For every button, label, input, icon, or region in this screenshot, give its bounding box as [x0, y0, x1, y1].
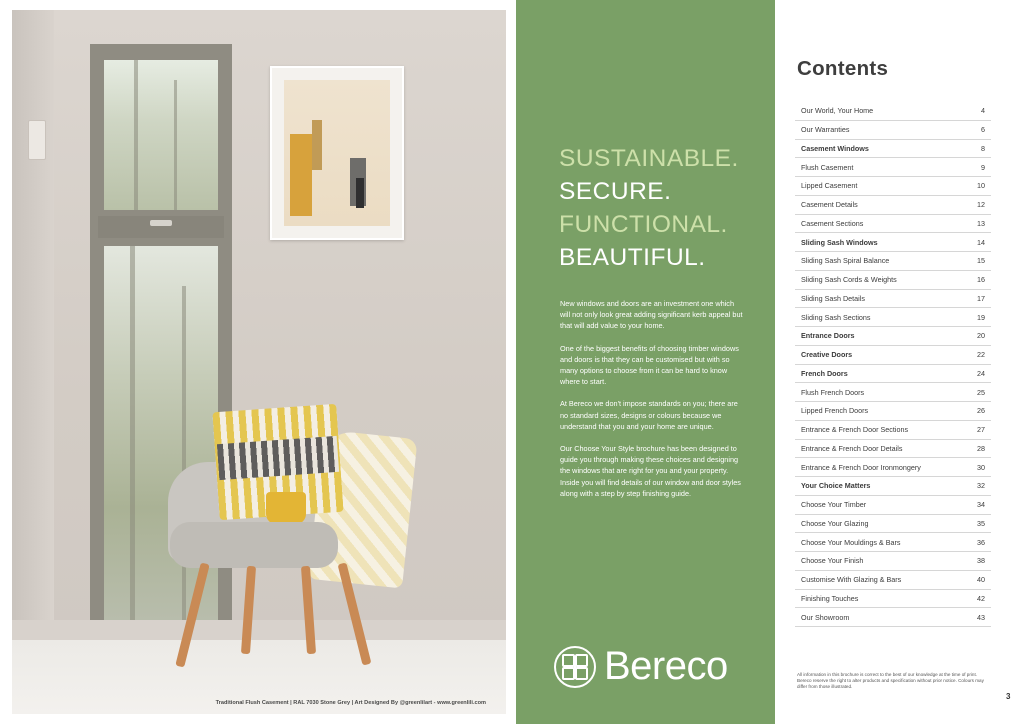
contents-item-page: 6: [981, 125, 985, 135]
contents-item[interactable]: [795, 608, 991, 627]
contents-item-label: Our World, Your Home: [801, 106, 874, 116]
contents-item-label: Customise With Glazing & Bars: [801, 575, 902, 585]
contents-item-page: 40: [977, 575, 985, 585]
contents-item[interactable]: [795, 496, 991, 515]
contents-item-label: Entrance & French Door Sections: [801, 425, 909, 435]
contents-item-label: Casement Windows: [801, 143, 869, 153]
contents-item[interactable]: [795, 158, 991, 177]
contents-item-label: Finishing Touches: [801, 593, 859, 603]
contents-item-label: Lipped French Doors: [801, 406, 869, 416]
yellow-mug: [266, 492, 306, 524]
contents-item-label: French Doors: [801, 368, 848, 378]
contents-item[interactable]: [795, 308, 991, 327]
contents-item[interactable]: [795, 252, 991, 271]
headline-line-beautiful: BEAUTIFUL.: [559, 244, 706, 271]
intro-paragraph: One of the biggest benefits of choosing timber windows and doors is that they can be customised but with so many options to choose from it can be hard to know where to start.: [560, 343, 739, 387]
contents-item[interactable]: [795, 215, 991, 234]
page-number: 3: [1006, 692, 1011, 701]
room-photo: [12, 10, 506, 714]
contents-item-page: 22: [977, 350, 985, 360]
contents-item-label: Flush French Doors: [801, 387, 865, 397]
contents-item-label: Choose Your Mouldings & Bars: [801, 537, 901, 547]
contents-item-label: Sliding Sash Cords & Weights: [801, 275, 897, 285]
contents-item[interactable]: [795, 196, 991, 215]
contents-item-label: Choose Your Glazing: [801, 518, 869, 528]
contents-item-label: Flush Casement: [801, 162, 854, 172]
contents-item-page: 25: [977, 387, 985, 397]
contents-item-page: 38: [977, 556, 985, 566]
contents-item[interactable]: [795, 552, 991, 571]
contents-item-page: 20: [977, 331, 985, 341]
contents-item[interactable]: [795, 327, 991, 346]
contents-item-label: Our Showroom: [801, 612, 850, 622]
contents-item-page: 17: [977, 293, 985, 303]
bereco-logo: [554, 644, 728, 689]
contents-item[interactable]: [795, 571, 991, 590]
contents-item[interactable]: [795, 271, 991, 290]
contents-item-label: Sliding Sash Spiral Balance: [801, 256, 890, 266]
intro-paragraph: At Bereco we don't impose standards on you; there are no standard sizes, designs or colours because we understand that you and your home are unique.: [560, 399, 738, 431]
contents-item-page: 32: [977, 481, 985, 491]
contents-item-label: Entrance Doors: [801, 331, 855, 341]
contents-item[interactable]: [795, 346, 991, 365]
contents-item[interactable]: [795, 458, 991, 477]
contents-item[interactable]: [795, 102, 991, 121]
contents-item[interactable]: [795, 477, 991, 496]
intro-panel: [516, 0, 775, 724]
wall-edge: [12, 10, 54, 714]
contents-item-label: Casement Sections: [801, 218, 864, 228]
contents-item[interactable]: [795, 440, 991, 459]
contents-item-label: Sliding Sash Sections: [801, 312, 871, 322]
intro-paragraph: Our Choose Your Style brochure has been designed to guide you through making these choices and designing the windows that are right for you and your property. Inside you will find details of our window and door styles along with a step by step finishing guide.: [560, 444, 741, 498]
contents-item-page: 12: [977, 200, 985, 210]
contents-item-page: 16: [977, 275, 985, 285]
contents-item-label: Choose Your Finish: [801, 556, 864, 566]
contents-item-label: Lipped Casement: [801, 181, 858, 191]
contents-item-page: 28: [977, 443, 985, 453]
headline-line-sustainable: SUSTAINABLE.: [559, 145, 739, 172]
armchair-seat: [170, 522, 338, 568]
intro-paragraph: New windows and doors are an investment one which will not only look great adding significant kerb appeal but that will add value to your home.: [560, 299, 743, 331]
headline: [559, 142, 739, 274]
contents-item-page: 43: [977, 612, 985, 622]
contents-item-label: Entrance & French Door Details: [801, 443, 903, 453]
contents-item-page: 42: [977, 593, 985, 603]
contents-item-page: 35: [977, 518, 985, 528]
contents-item-page: 10: [977, 181, 985, 191]
abstract-artwork: [284, 80, 390, 226]
bereco-wordmark: Bereco: [604, 644, 728, 688]
contents-title: Contents: [797, 57, 889, 80]
contents-item[interactable]: [795, 121, 991, 140]
contents-item[interactable]: [795, 365, 991, 384]
light-switch: [28, 120, 46, 160]
contents-item[interactable]: [795, 383, 991, 402]
disclaimer: All information in this brochure is correct to the best of our knowledge at the time of print. Bereco reserve the right to alter products and specification without prior notice. Colours may differ from those illustrated.: [797, 672, 984, 689]
contents-item-label: Sliding Sash Details: [801, 293, 865, 303]
contents-item[interactable]: [795, 233, 991, 252]
bereco-leaf-logo-icon: [554, 646, 596, 688]
contents-item[interactable]: [795, 290, 991, 309]
contents-item-label: Creative Doors: [801, 350, 853, 360]
headline-line-functional: FUNCTIONAL.: [559, 211, 728, 238]
intro-text: [560, 298, 746, 510]
contents-list: [795, 102, 991, 627]
contents-item-label: Entrance & French Door Ironmongery: [801, 462, 921, 472]
contents-item[interactable]: [795, 140, 991, 159]
contents-item-label: Casement Details: [801, 200, 858, 210]
contents-item-page: 30: [977, 462, 985, 472]
contents-item[interactable]: [795, 590, 991, 609]
contents-item[interactable]: [795, 421, 991, 440]
contents-item-label: Our Warranties: [801, 125, 850, 135]
contents-item[interactable]: [795, 515, 991, 534]
contents-item-label: Your Choice Matters: [801, 481, 871, 491]
contents-item-page: 8: [981, 143, 985, 153]
contents-item-page: 36: [977, 537, 985, 547]
contents-item[interactable]: [795, 177, 991, 196]
contents-item-label: Sliding Sash Windows: [801, 237, 878, 247]
contents-item-page: 34: [977, 500, 985, 510]
contents-item-page: 27: [977, 425, 985, 435]
contents-item-page: 9: [981, 162, 985, 172]
contents-item[interactable]: [795, 533, 991, 552]
skirting-board: [12, 620, 506, 640]
contents-item-page: 19: [977, 312, 985, 322]
window-pane-top: [104, 60, 218, 210]
contents-item-label: Choose Your Timber: [801, 500, 867, 510]
contents-item[interactable]: [795, 402, 991, 421]
headline-line-secure: SECURE.: [559, 178, 672, 205]
window-handle: [150, 220, 172, 226]
contents-item-page: 15: [977, 256, 985, 266]
contents-item-page: 26: [977, 406, 985, 416]
photo-caption: Traditional Flush Casement | RAL 7030 Stone Grey | Art Designed By @greenlilart - www.greenlili.com: [215, 700, 486, 706]
contents-item-page: 24: [977, 368, 985, 378]
contents-item-page: 14: [977, 237, 985, 247]
contents-item-page: 4: [981, 106, 985, 116]
contents-item-page: 13: [977, 218, 985, 228]
wall-art-frame: [270, 66, 404, 240]
